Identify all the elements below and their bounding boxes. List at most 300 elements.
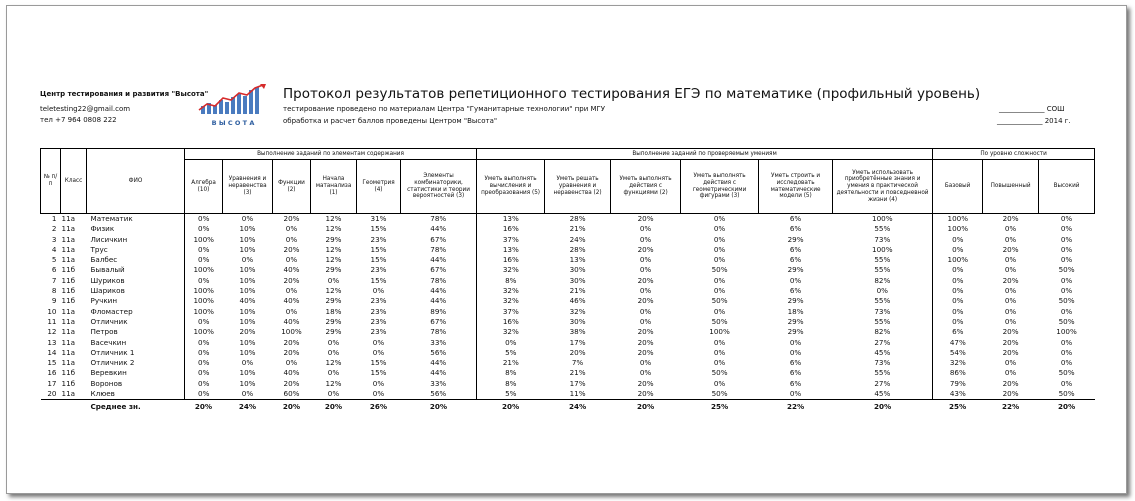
row-score: 18% bbox=[787, 306, 804, 316]
row-score: 0% bbox=[185, 389, 223, 400]
row-score: 78% bbox=[430, 275, 447, 285]
row-class: 11б bbox=[61, 378, 76, 388]
row-score: 0% bbox=[1060, 234, 1073, 244]
row-score: 45% bbox=[874, 347, 891, 357]
row-fio: Петров bbox=[90, 327, 118, 337]
row-number: 11 bbox=[47, 316, 57, 326]
col-high: Высокий bbox=[1039, 160, 1095, 214]
row-score: 0% bbox=[639, 224, 652, 234]
row-score: 100% bbox=[872, 244, 893, 254]
row-score: 23% bbox=[370, 296, 387, 306]
row-score: 21% bbox=[477, 358, 545, 368]
row-score: 0% bbox=[185, 224, 223, 234]
row-score: 29% bbox=[325, 327, 342, 337]
row-score: 0% bbox=[285, 358, 298, 368]
row-score: 30% bbox=[569, 275, 586, 285]
row-score: 40% bbox=[283, 296, 300, 306]
row-number: 8 bbox=[51, 286, 57, 296]
row-number: 6 bbox=[51, 265, 57, 275]
row-score: 6% bbox=[789, 358, 802, 368]
row-score: 20% bbox=[1002, 337, 1019, 347]
row-class: 11б bbox=[61, 296, 76, 306]
row-score: 0% bbox=[789, 275, 802, 285]
row-number: 16 bbox=[47, 368, 57, 378]
row-score: 0% bbox=[759, 389, 833, 400]
row-score: 0% bbox=[1004, 265, 1017, 275]
row-score: 20% bbox=[637, 244, 654, 254]
col-combinatorics: Элементы комбинаторики, статистики и теории вероятностей (3) bbox=[401, 160, 477, 214]
row-class: 11а bbox=[61, 255, 76, 265]
row-score: 55% bbox=[874, 296, 891, 306]
row-score: 0% bbox=[1004, 234, 1017, 244]
row-score: 0% bbox=[639, 234, 652, 244]
row-score: 0% bbox=[327, 337, 340, 347]
row-score: 44% bbox=[430, 296, 447, 306]
row-score: 8% bbox=[477, 368, 545, 378]
row-score: 40% bbox=[239, 296, 256, 306]
row-fio: Клюев bbox=[87, 389, 185, 400]
row-score: 20% bbox=[637, 337, 654, 347]
row-score: 0% bbox=[1004, 296, 1017, 306]
row-score: 29% bbox=[787, 234, 804, 244]
row-class: 11а bbox=[61, 306, 76, 316]
average-row bbox=[41, 400, 1095, 413]
row-score: 100% bbox=[185, 296, 223, 306]
average-value: 20% bbox=[282, 401, 301, 411]
row-score: 11% bbox=[545, 389, 611, 400]
row-score: 8% bbox=[477, 379, 545, 389]
row-score: 20% bbox=[569, 347, 586, 357]
row-score: 20% bbox=[1002, 327, 1019, 337]
row-score: 10% bbox=[239, 286, 256, 296]
row-score: 0% bbox=[1060, 347, 1073, 357]
row-score: 12% bbox=[325, 286, 342, 296]
row-number: 14 bbox=[47, 347, 57, 357]
row-score: 55% bbox=[874, 265, 891, 275]
row-fio: Воронов bbox=[90, 378, 123, 388]
row-class: 11а bbox=[61, 214, 76, 223]
row-score: 82% bbox=[874, 327, 891, 337]
row-score: 10% bbox=[239, 224, 256, 234]
table-row bbox=[41, 224, 1095, 234]
row-score: 20% bbox=[239, 327, 256, 337]
row-score: 21% bbox=[569, 224, 586, 234]
row-score: 37% bbox=[477, 307, 545, 317]
col-functions: Функции (2) bbox=[273, 160, 311, 214]
row-score: 23% bbox=[370, 265, 387, 275]
row-score: 10% bbox=[239, 265, 256, 275]
row-score: 100% bbox=[185, 286, 223, 296]
row-score: 100% bbox=[709, 327, 730, 337]
row-score: 100% bbox=[1056, 327, 1077, 337]
row-score: 32% bbox=[933, 358, 983, 368]
row-score: 50% bbox=[711, 316, 728, 326]
row-class: 11б bbox=[61, 265, 76, 275]
row-class: 11б bbox=[61, 368, 76, 378]
school-line: _____________ СОШ bbox=[999, 105, 1065, 113]
average-value: 20% bbox=[501, 401, 520, 411]
col-func-actions: Уметь выполнять действия с функциями (2) bbox=[611, 160, 681, 214]
row-score: 20% bbox=[1002, 214, 1019, 223]
row-score: 0% bbox=[285, 255, 298, 265]
row-score: 0% bbox=[1004, 255, 1017, 265]
row-score: 12% bbox=[325, 244, 342, 254]
row-score: 89% bbox=[430, 306, 447, 316]
col-algebra: Алгебра (10) bbox=[185, 160, 223, 214]
row-class: 11а bbox=[61, 316, 76, 326]
row-score: 0% bbox=[933, 307, 983, 317]
row-score: 55% bbox=[874, 368, 891, 378]
row-score: 10% bbox=[239, 306, 256, 316]
row-score: 13% bbox=[569, 255, 586, 265]
row-score: 0% bbox=[789, 337, 802, 347]
row-score: 0% bbox=[241, 358, 254, 368]
row-number: 1 bbox=[51, 214, 57, 223]
row-score: 15% bbox=[370, 358, 387, 368]
row-score: 0% bbox=[1004, 358, 1017, 368]
row-score: 0% bbox=[933, 276, 983, 286]
col-solve-eq: Уметь решать уравнения и неравенства (2) bbox=[545, 160, 611, 214]
row-score: 50% bbox=[711, 368, 728, 378]
row-score: 0% bbox=[185, 358, 223, 368]
average-label: Среднее зн. bbox=[90, 401, 141, 411]
row-score: 50% bbox=[1058, 265, 1075, 275]
row-fio: Отличник 1 bbox=[90, 347, 135, 357]
row-score: 17% bbox=[569, 337, 586, 347]
page-title: Протокол результатов репетиционного тестирования ЕГЭ по математике (профильный уровень) bbox=[283, 86, 981, 102]
row-score: 67% bbox=[430, 316, 447, 326]
row-score: 0% bbox=[311, 389, 357, 400]
row-fio: Отличник 2 bbox=[90, 358, 135, 368]
row-score: 6% bbox=[789, 368, 802, 378]
row-score: 20% bbox=[637, 378, 654, 388]
table-row bbox=[41, 379, 1095, 389]
row-score: 28% bbox=[569, 244, 586, 254]
row-score: 73% bbox=[874, 306, 891, 316]
row-score: 20% bbox=[611, 389, 681, 400]
row-score: 32% bbox=[477, 296, 545, 306]
average-value: 20% bbox=[1057, 401, 1076, 411]
row-score: 0% bbox=[1004, 306, 1017, 316]
row-score: 16% bbox=[477, 317, 545, 327]
row-score: 100% bbox=[872, 214, 893, 223]
average-value: 25% bbox=[948, 401, 967, 411]
average-value: 20% bbox=[429, 401, 448, 411]
row-score: 20% bbox=[637, 275, 654, 285]
row-score: 10% bbox=[239, 316, 256, 326]
row-score: 8% bbox=[477, 276, 545, 286]
row-score: 0% bbox=[1060, 224, 1073, 234]
row-score: 29% bbox=[325, 296, 342, 306]
row-score: 0% bbox=[713, 224, 726, 234]
row-score: 0% bbox=[372, 378, 385, 388]
row-score: 0% bbox=[185, 338, 223, 348]
group-difficulty: По уровню сложности bbox=[933, 149, 1095, 160]
row-score: 12% bbox=[325, 214, 342, 223]
row-score: 29% bbox=[787, 316, 804, 326]
report-page bbox=[6, 5, 1127, 494]
row-score: 17% bbox=[569, 378, 586, 388]
org-email: teletesting22@gmail.com bbox=[40, 105, 131, 113]
row-score: 100% bbox=[933, 214, 983, 225]
table-row bbox=[41, 317, 1095, 327]
row-score: 20% bbox=[283, 347, 300, 357]
row-score: 44% bbox=[430, 358, 447, 368]
row-class: 11б bbox=[61, 286, 76, 296]
row-score: 55% bbox=[874, 224, 891, 234]
row-score: 0% bbox=[241, 214, 254, 223]
table-row bbox=[41, 214, 1095, 225]
row-score: 37% bbox=[477, 235, 545, 245]
row-score: 78% bbox=[430, 214, 447, 223]
table-row bbox=[41, 296, 1095, 306]
row-score: 29% bbox=[787, 296, 804, 306]
row-score: 100% bbox=[185, 265, 223, 275]
row-score: 0% bbox=[639, 316, 652, 326]
row-score: 29% bbox=[787, 265, 804, 275]
row-score: 55% bbox=[874, 316, 891, 326]
row-score: 18% bbox=[325, 306, 342, 316]
row-score: 20% bbox=[283, 275, 300, 285]
row-score: 10% bbox=[239, 275, 256, 285]
row-class: 11а bbox=[61, 224, 76, 234]
row-score: 0% bbox=[713, 214, 726, 223]
row-score: 30% bbox=[569, 316, 586, 326]
row-score: 0% bbox=[285, 306, 298, 316]
row-fio: Фломастер bbox=[90, 306, 133, 316]
row-score: 0% bbox=[1060, 214, 1073, 223]
row-score: 32% bbox=[477, 265, 545, 275]
row-fio: Физик bbox=[90, 224, 115, 234]
org-phone: тел +7 964 0808 222 bbox=[40, 116, 117, 124]
row-score: 67% bbox=[430, 265, 447, 275]
row-score: 54% bbox=[933, 348, 983, 358]
row-score: 29% bbox=[325, 265, 342, 275]
row-score: 29% bbox=[325, 316, 342, 326]
row-number: 2 bbox=[51, 224, 57, 234]
row-fio: Васечкин bbox=[90, 337, 127, 347]
row-score: 47% bbox=[933, 338, 983, 348]
row-score: 73% bbox=[874, 358, 891, 368]
row-score: 0% bbox=[713, 286, 726, 296]
average-value: 24% bbox=[568, 401, 587, 411]
row-number: 7 bbox=[51, 275, 57, 285]
row-score: 0% bbox=[1060, 255, 1073, 265]
row-score: 0% bbox=[639, 306, 652, 316]
row-fio: Ручкин bbox=[90, 296, 118, 306]
group-content: Выполнение заданий по элементам содержания bbox=[185, 149, 477, 160]
row-score: 0% bbox=[372, 286, 385, 296]
col-advanced: Повышенный bbox=[983, 160, 1039, 214]
row-score: 78% bbox=[430, 327, 447, 337]
row-score: 82% bbox=[874, 275, 891, 285]
table-row bbox=[41, 265, 1095, 275]
results-table bbox=[40, 148, 1095, 412]
row-score: 24% bbox=[569, 234, 586, 244]
row-score: 32% bbox=[477, 286, 545, 296]
col-fio: ФИО bbox=[87, 149, 185, 214]
row-score: 27% bbox=[874, 378, 891, 388]
row-score: 0% bbox=[285, 286, 298, 296]
row-score: 0% bbox=[933, 286, 983, 296]
row-score: 10% bbox=[239, 337, 256, 347]
row-score: 40% bbox=[283, 368, 300, 378]
row-score: 5% bbox=[477, 348, 545, 358]
row-score: 44% bbox=[430, 368, 447, 378]
row-score: 0% bbox=[223, 389, 273, 400]
row-class: 11а bbox=[61, 347, 76, 357]
row-score: 44% bbox=[430, 255, 447, 265]
row-score: 0% bbox=[876, 286, 889, 296]
row-score: 20% bbox=[1002, 244, 1019, 254]
col-calc-transform: Уметь выполнять вычисления и преобразования (5) bbox=[477, 160, 545, 214]
row-score: 46% bbox=[569, 296, 586, 306]
row-score: 20% bbox=[637, 214, 654, 223]
row-fio: Балбес bbox=[90, 255, 118, 265]
row-score: 73% bbox=[874, 234, 891, 244]
row-fio: Бывалый bbox=[90, 265, 125, 275]
row-score: 0% bbox=[933, 235, 983, 245]
row-score: 0% bbox=[185, 214, 223, 225]
row-score: 31% bbox=[370, 214, 387, 223]
table-row bbox=[41, 286, 1095, 296]
row-score: 6% bbox=[933, 327, 983, 337]
row-score: 50% bbox=[1058, 316, 1075, 326]
row-score: 50% bbox=[1039, 389, 1095, 400]
row-score: 0% bbox=[713, 244, 726, 254]
row-score: 20% bbox=[1002, 378, 1019, 388]
row-score: 21% bbox=[569, 286, 586, 296]
row-score: 50% bbox=[681, 389, 759, 400]
col-models: Уметь строить и исследовать математические модели (5) bbox=[759, 160, 833, 214]
org-name: Центр тестирования и развития "Высота" bbox=[40, 90, 209, 98]
table-row bbox=[41, 307, 1095, 317]
row-class: 11а bbox=[61, 337, 76, 347]
row-score: 0% bbox=[1060, 306, 1073, 316]
row-score: 0% bbox=[185, 276, 223, 286]
col-num: № п/п bbox=[41, 149, 61, 214]
row-score: 10% bbox=[239, 234, 256, 244]
row-score: 20% bbox=[283, 214, 300, 223]
row-score: 13% bbox=[477, 245, 545, 255]
average-value: 20% bbox=[324, 401, 343, 411]
average-value: 22% bbox=[786, 401, 805, 411]
row-score: 0% bbox=[639, 286, 652, 296]
vysota-logo-icon bbox=[197, 84, 272, 128]
row-score: 15% bbox=[370, 244, 387, 254]
row-fio: Веревкин bbox=[90, 368, 127, 378]
col-calculus: Начала матанализа (1) bbox=[311, 160, 357, 214]
row-score: 32% bbox=[569, 306, 586, 316]
row-score: 6% bbox=[789, 244, 802, 254]
row-score: 6% bbox=[789, 214, 802, 223]
row-number: 9 bbox=[51, 296, 57, 306]
row-score: 12% bbox=[325, 378, 342, 388]
group-skills: Выполнение заданий по проверяемым умениям bbox=[477, 149, 933, 160]
row-score: 100% bbox=[933, 224, 983, 234]
row-class: 11а bbox=[61, 389, 87, 400]
row-score: 20% bbox=[983, 389, 1039, 400]
row-score: 27% bbox=[874, 337, 891, 347]
row-score: 16% bbox=[477, 224, 545, 234]
col-geom-figures: Уметь выполнять действия с геометрическими фигурами (3) bbox=[681, 160, 759, 214]
table-row bbox=[41, 358, 1095, 368]
row-score: 0% bbox=[477, 338, 545, 348]
row-score: 16% bbox=[477, 255, 545, 265]
row-score: 10% bbox=[239, 368, 256, 378]
row-score: 15% bbox=[370, 255, 387, 265]
table-row bbox=[41, 327, 1095, 337]
average-value: 26% bbox=[369, 401, 388, 411]
row-score: 0% bbox=[1004, 286, 1017, 296]
row-score: 38% bbox=[569, 327, 586, 337]
row-score: 21% bbox=[569, 368, 586, 378]
row-class: 11б bbox=[61, 275, 76, 285]
subtitle-materials: тестирование проведено по материалам Центра "Гуманитарные технологии" при МГУ bbox=[283, 105, 606, 113]
row-score: 44% bbox=[430, 286, 447, 296]
row-score: 15% bbox=[370, 275, 387, 285]
row-score: 0% bbox=[639, 265, 652, 275]
row-score: 5% bbox=[477, 389, 545, 400]
col-practical: Уметь использовать приобретённые знания и умения в практической деятельности и повседневной жизни (4) bbox=[833, 160, 933, 214]
average-value: 20% bbox=[194, 401, 213, 411]
row-score: 0% bbox=[327, 368, 340, 378]
row-class: 11а bbox=[61, 244, 76, 254]
row-score: 79% bbox=[933, 379, 983, 389]
row-score: 33% bbox=[430, 378, 447, 388]
row-number: 10 bbox=[47, 306, 57, 316]
table-row bbox=[41, 276, 1095, 286]
row-score: 0% bbox=[713, 234, 726, 244]
row-fio: Трус bbox=[90, 244, 108, 254]
row-score: 20% bbox=[637, 347, 654, 357]
row-score: 0% bbox=[933, 265, 983, 275]
row-score: 12% bbox=[325, 255, 342, 265]
row-score: 0% bbox=[713, 255, 726, 265]
row-score: 12% bbox=[325, 224, 342, 234]
row-score: 0% bbox=[372, 337, 385, 347]
row-score: 20% bbox=[1002, 275, 1019, 285]
row-score: 0% bbox=[327, 347, 340, 357]
row-number: 20 bbox=[41, 389, 61, 400]
row-score: 56% bbox=[430, 347, 447, 357]
row-score: 0% bbox=[789, 347, 802, 357]
row-class: 11а bbox=[61, 358, 76, 368]
row-score: 0% bbox=[1004, 224, 1017, 234]
row-score: 29% bbox=[787, 327, 804, 337]
row-score: 55% bbox=[874, 255, 891, 265]
row-score: 50% bbox=[1058, 296, 1075, 306]
row-score: 0% bbox=[185, 348, 223, 358]
col-geometry: Геометрия (4) bbox=[357, 160, 401, 214]
row-score: 0% bbox=[639, 368, 652, 378]
row-score: 0% bbox=[1060, 244, 1073, 254]
row-score: 28% bbox=[569, 214, 586, 223]
row-score: 50% bbox=[711, 265, 728, 275]
row-score: 0% bbox=[285, 234, 298, 244]
row-score: 0% bbox=[1060, 286, 1073, 296]
row-score: 6% bbox=[789, 255, 802, 265]
row-score: 10% bbox=[239, 244, 256, 254]
row-number: 13 bbox=[47, 337, 57, 347]
row-score: 78% bbox=[430, 244, 447, 254]
row-number: 5 bbox=[51, 255, 57, 265]
row-score: 20% bbox=[283, 244, 300, 254]
row-score: 40% bbox=[283, 316, 300, 326]
col-class: Класс bbox=[61, 149, 87, 214]
row-score: 23% bbox=[370, 327, 387, 337]
row-score: 15% bbox=[370, 368, 387, 378]
